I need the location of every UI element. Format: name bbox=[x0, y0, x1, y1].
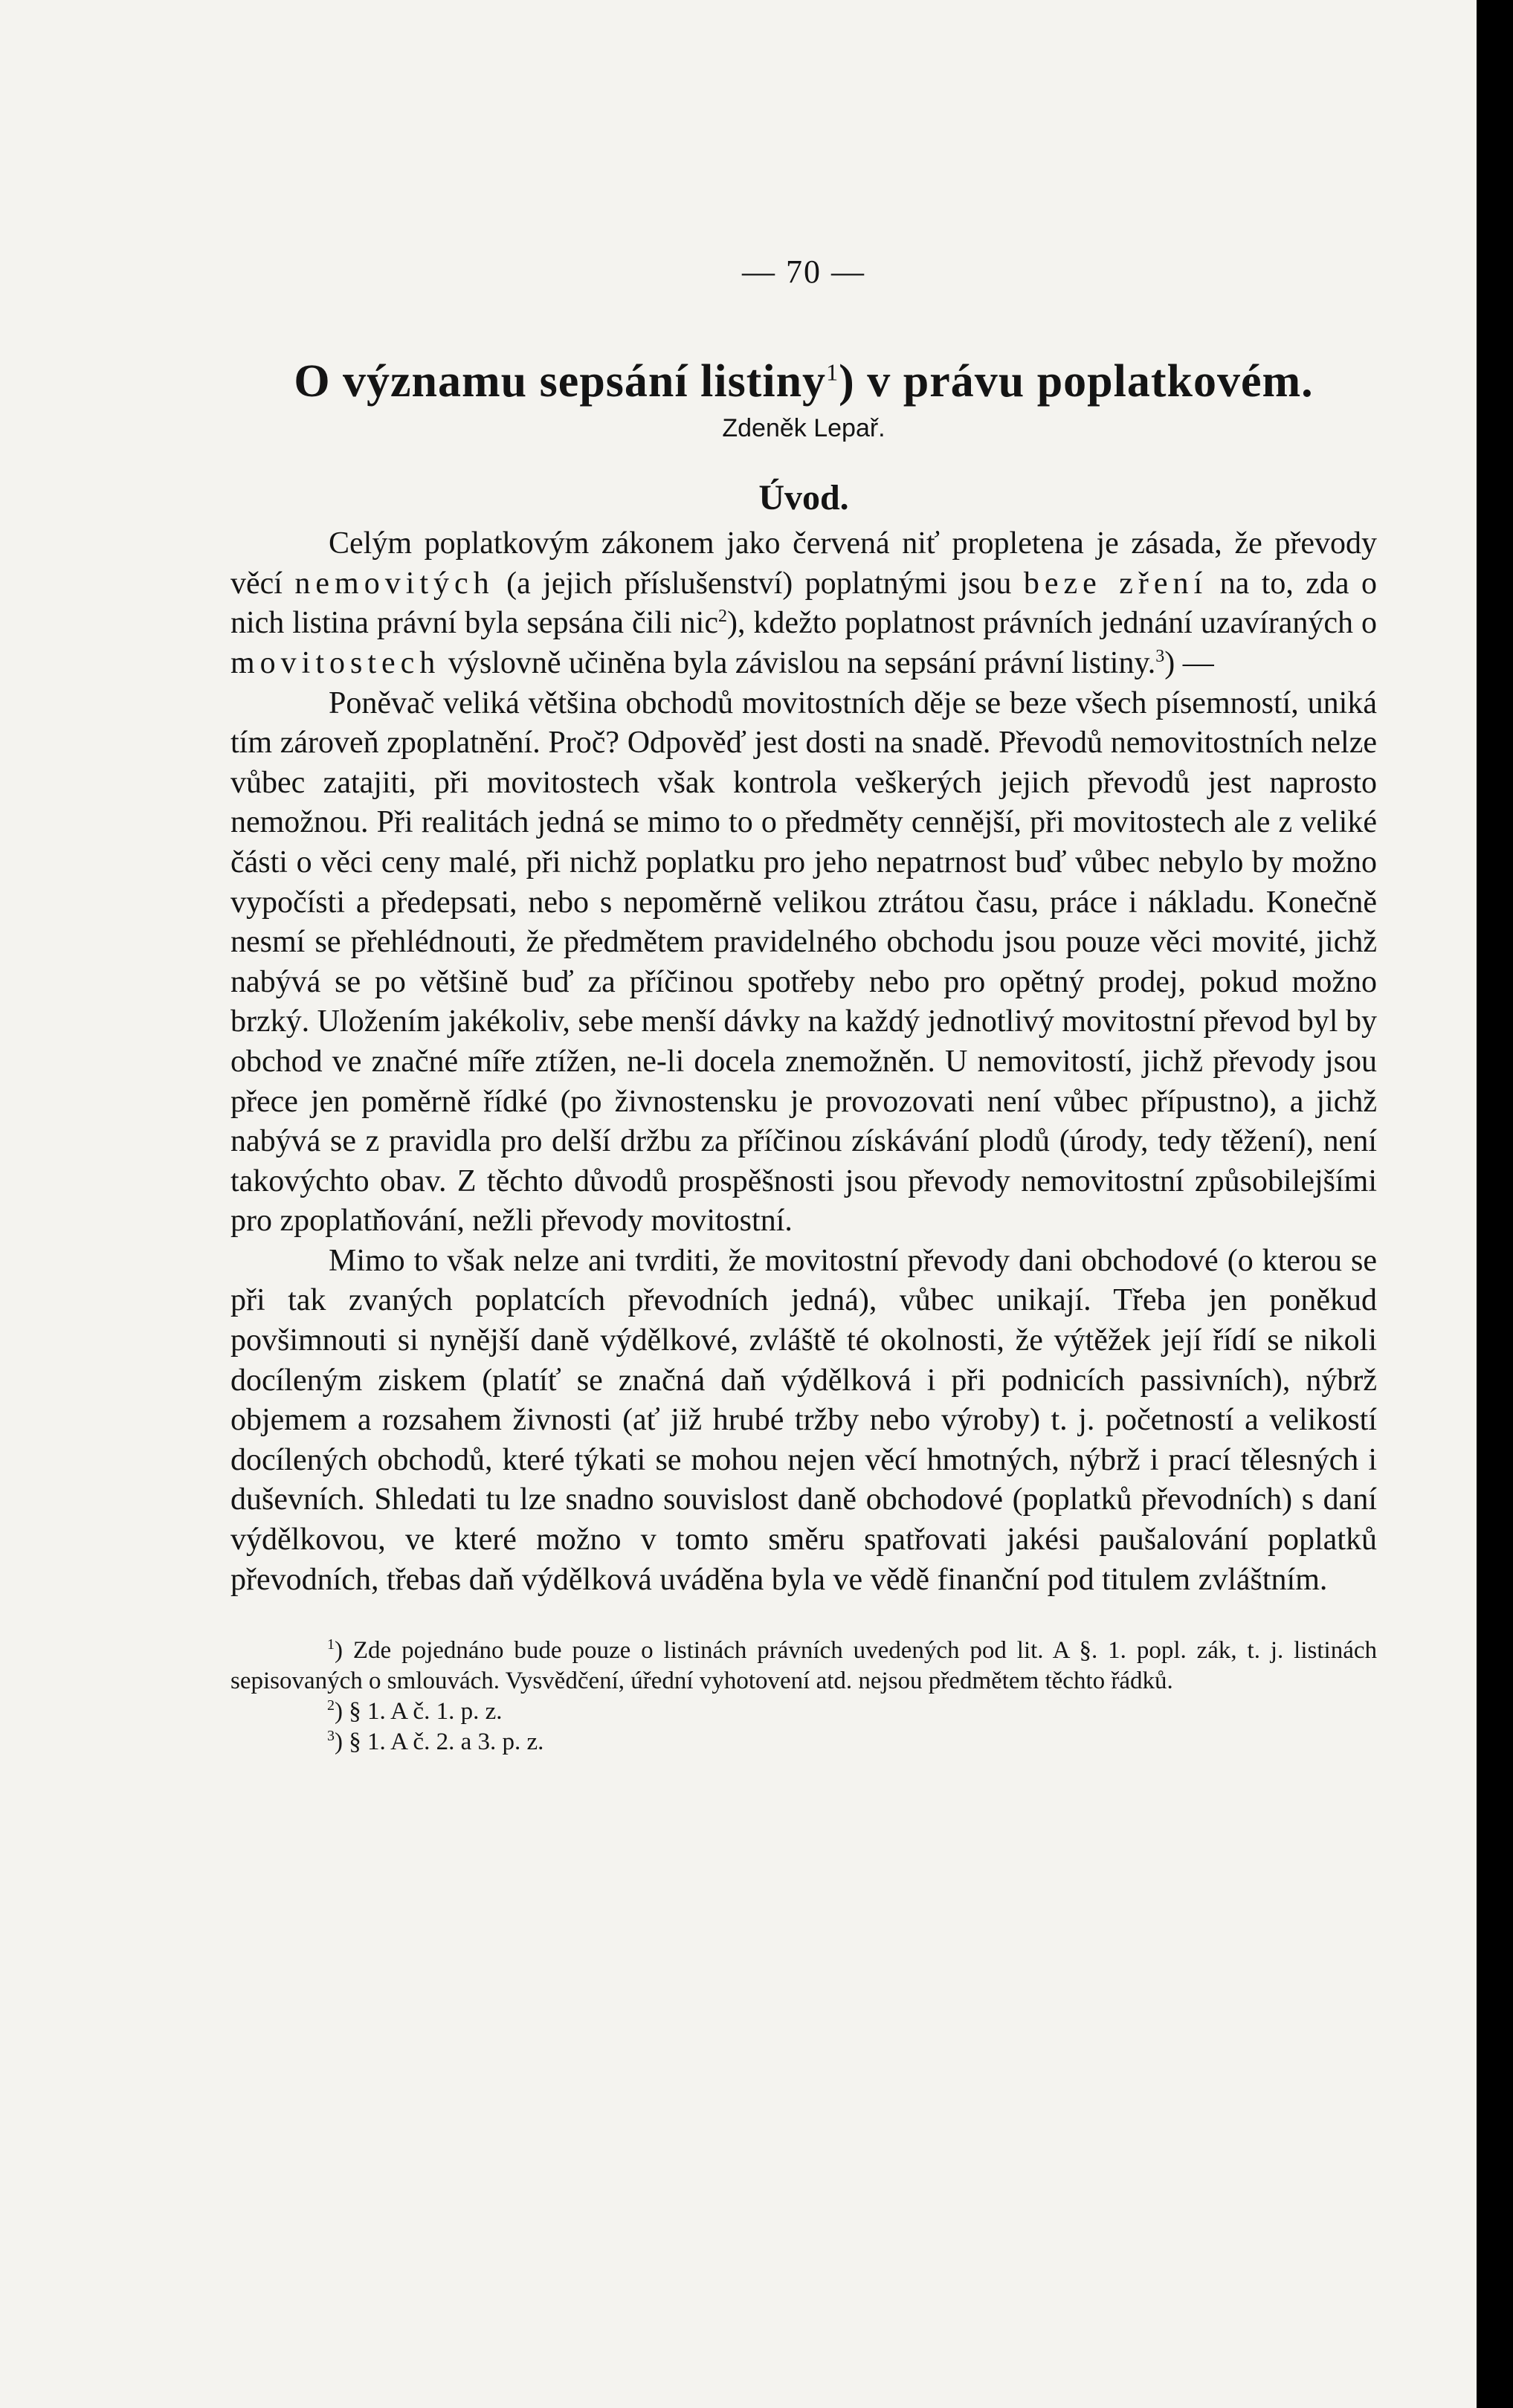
paragraph-1-part: ), kdežto poplatnost právních jednání uzavíraných o bbox=[726, 606, 1377, 641]
paragraph-1-part: Celým poplatkovým zákonem jako červená niť propletena je zásada, že převody věcí bbox=[230, 526, 1377, 601]
footnote-text: ) Zde pojednáno bude pouze o listinách právních uvedených pod lit. A §. 1. popl. zák, t. j. listinách sepisovaných o smlouvách. Vysvědčení, úřední vyhotovení atd. nejsou předmětem těchto řádků. bbox=[230, 1637, 1377, 1695]
page-content bbox=[230, 223, 1377, 1757]
paragraph-2: Poněvač veliká většina obchodů movitostních děje se beze všech písemností, uniká tím zároveň zpoplatnění. Proč? Odpověď jest dosti na snadě. Převodů nemovitostních nelze vůbec zatajiti, při movitostech však kontrola veškerých jejich převodů jest naprosto nemožnou. Při realitách jedná se mimo to o předměty cennější, při movitostech ale z veliké části o věci ceny malé, při nichž poplatku pro jeho nepatrnost buď vůbec nebylo by možno vypočísti a předepsati, nebo s nepoměrně velikou ztrátou času, práce i nákladu. Konečně nesmí se přehlédnouti, že předmětem pravidelného obchodu jsou pouze věci movité, jichž nabývá se po většině buď za příčinou spotřeby nebo pro opětný prodej, pokud možno brzký. Uložením jakékoliv, sebe menší dávky na každý jednotlivý movitostní převod byl by obchod ve značné míře ztížen, ne-li docela znemožněn. U nemovitostí, jichž převody jsou přece jen poměrně řídké (po živnostensku je provozovati není vůbec přípustno), a jichž nabývá se z pravidla pro delší držbu za příčinou získávání plodů (úrody, tedy těžení), není takovýchto obav. Z těchto důvodů prospěšnosti jsou převody nemovitostní způsobilejšími pro zpoplatňování, nežli převody movitostní. bbox=[230, 685, 1377, 1239]
footnote-text: ) § 1. A č. 1. p. z. bbox=[335, 1698, 503, 1726]
title-text-end: ) v právu poplatkovém. bbox=[839, 356, 1314, 407]
footnote-2 bbox=[230, 1697, 1377, 1727]
paragraph-1-part: na to, zda o nich listina právní byla sepsána čili nic bbox=[230, 566, 1377, 641]
footnote-ref-3: 3 bbox=[1155, 646, 1165, 666]
scan-border bbox=[1477, 0, 1513, 2408]
footnotes bbox=[230, 1636, 1377, 1757]
title-text-start: O významu sepsání listiny bbox=[294, 356, 827, 407]
footnote-1 bbox=[230, 1636, 1377, 1697]
article-body bbox=[230, 524, 1377, 1600]
author-name: Zdeněk Lepař. bbox=[722, 414, 885, 443]
paragraph-1-part: (a jejich příslušenství) poplatnými jsou bbox=[494, 566, 1024, 601]
footnote-mark: 3 bbox=[327, 1728, 335, 1745]
paragraph-3: Mimo to však nelze ani tvrditi, že movitostní převody dani obchodové (o kterou se při tak zvaných poplatcích převodních jedná), vůbec unikají. Třeba jen poněkud povšimnouti si nynější daně výdělkové, zvláště té okolnosti, že výtěžek její řídí se nikoli docíleným ziskem (platíť se značná daň výdělková i při podnicích passivních), nýbrž objemem a rozsahem živnosti (ať již hrubé tržby nebo výroby) t. j. početností a velikostí docílených obchodů, které týkati se mohou nejen věcí hmotných, nýbrž i prací tělesných i duševních. Shledati tu lze snadno souvislost daně obchodové (poplatků převodních) s daní výdělkovou, ve které možno v tomto směru spatřovati jakési paušalování poplatků převodních, třebas daň výdělková uváděna byla ve vědě finanční pod titulem zvláštním. bbox=[230, 1243, 1377, 1597]
paragraph-1-part: výslovně učiněna byla závislou na sepsání právní listiny. bbox=[440, 645, 1156, 680]
footnote-mark: 1 bbox=[327, 1636, 335, 1653]
section-heading: Úvod. bbox=[758, 478, 849, 518]
footnote-divider bbox=[230, 1627, 1377, 1628]
paragraph-1 bbox=[230, 524, 1377, 683]
page-number: — 70 — bbox=[742, 254, 865, 290]
spaced-emphasis: movitostech bbox=[230, 645, 441, 680]
footnote-mark: 2 bbox=[327, 1697, 335, 1714]
paragraph-1-part: ) — bbox=[1164, 645, 1214, 680]
spaced-emphasis: nemovitých bbox=[294, 566, 494, 601]
title-footnote-mark: 1 bbox=[826, 358, 839, 386]
spaced-emphasis: beze zření bbox=[1023, 566, 1208, 601]
footnote-ref-2: 2 bbox=[717, 607, 727, 627]
footnote-3 bbox=[230, 1727, 1377, 1757]
article-title bbox=[230, 356, 1377, 407]
footnote-text: ) § 1. A č. 2. a 3. p. z. bbox=[335, 1728, 544, 1756]
